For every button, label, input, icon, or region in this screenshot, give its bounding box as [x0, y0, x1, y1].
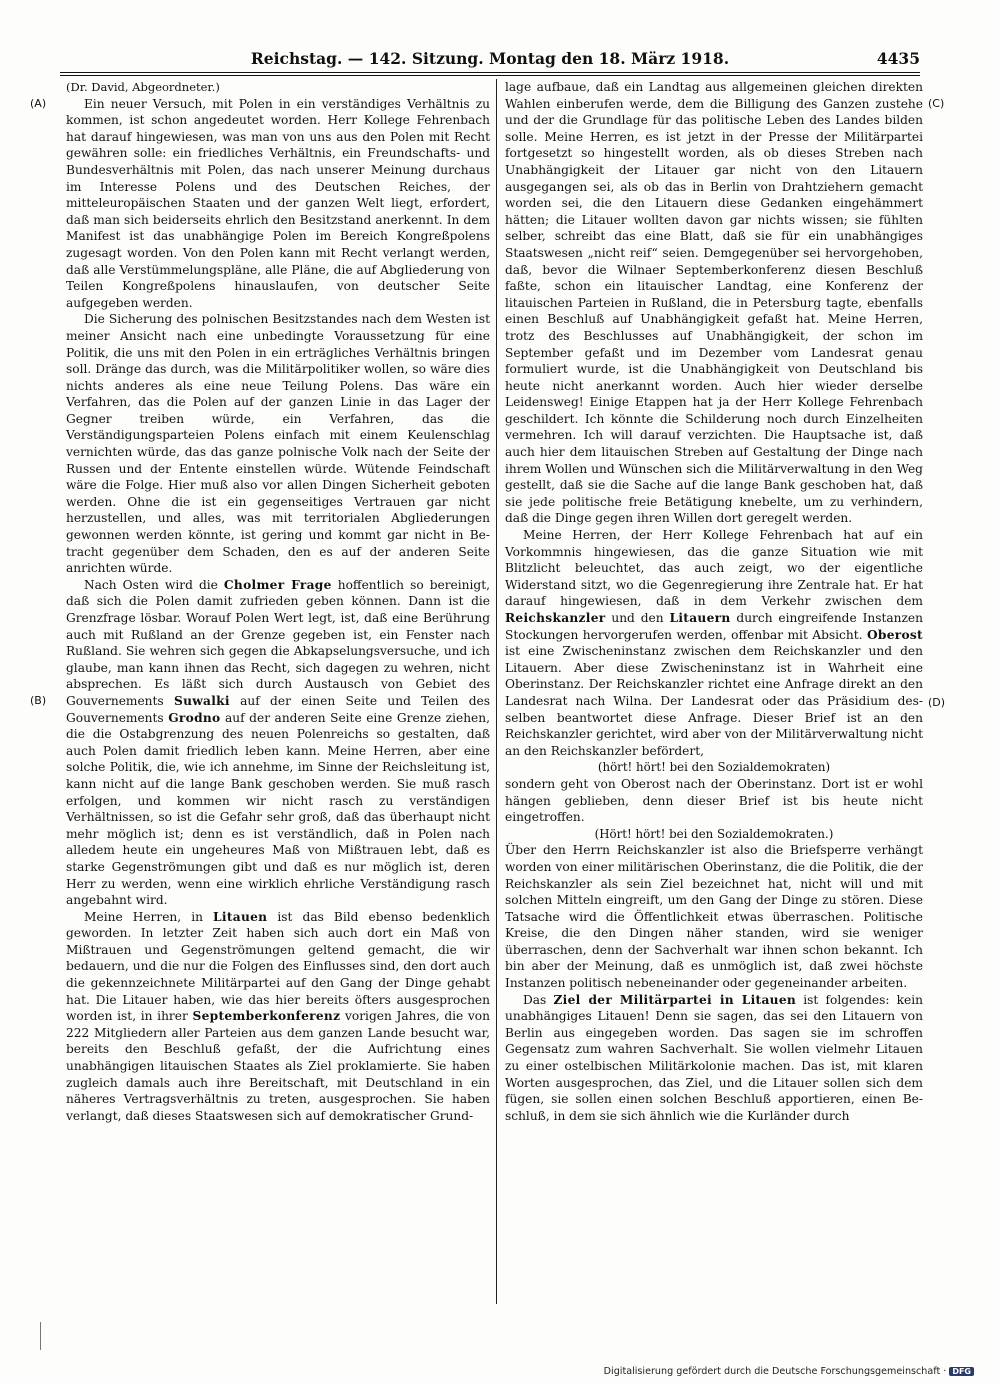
- paragraph: sondern geht von Oberost nach der Oberinstanz. Dort ist er wohl hängen geblieben, denn dieser Brief ist bis heute nicht eingetroffen.: [505, 776, 923, 825]
- text-run: auf der anderen Seite eine Grenze ziehen, die die Ostabgrenzung des neuen Polenreichs so gestalten, daß auch Polen damit friedlich leben kann. Meine Herren, aber eine solche Politik, die, wie ich annehme, im Sinne der Reichsleitung ist, kann nicht auf die lange Bank geschoben werden. Sie muß rasch erfolgen, und kommen wir nicht rasch zu verständigen Verhältnissen, so ist die Gefahr sehr groß, daß das überhaupt nicht mehr möglich ist; denn es ist verständlich, daß in Polen nach alledem heute ein ungeheures Maß von Mißtrauen lebt, daß es starke Gegenströmungen gibt und daß es nur möglich ist, deren Herr zu werden, wenn eine wirklich ehrliche Verständigung rasch angebahnt wird.: [66, 710, 490, 908]
- header-rule-thin: [60, 75, 920, 76]
- emphasis: Ziel der Militärpartei in Litauen: [553, 992, 797, 1007]
- text-run: ist folgendes: kein unabhängiges Litauen! Denn sie sagen, das sei den Litauern von Berlin aus eingegeben worden. Das sagen sie im schroffen Gegensatz zum wahren Sachverhalt. Sie wollen vielmehr Litauen zu einer ostelbischen Militärkolonie machen. Das ist, mit klaren Worten ausgesprochen, das Ziel, und die Litauer sollen sich dem fügen, sie sollen einen solchen Beschluß apportieren, einen Beschluß, in dem sie sich ähnlich wie die Kurländer durch: [505, 992, 923, 1123]
- text-run: ist das Bild ebenso bedenklich geworden. In letzter Zeit haben sich auch dort ein Maß von Mißtrauen und Gegenströmungen geltend gemacht, die wir bedauern, und die nur die Folgen des Einflusses sind, den dort auch die gekennzeichnete Militärpartei auf den Gang der Dinge gehabt hat. Die Litauer haben, wie das hier bereits öfters ausgesprochen worden ist, in ihrer: [66, 909, 490, 1024]
- speaker-label: (Dr. David, Abgeordneter.): [66, 80, 220, 94]
- text-run: Meine Herren, in: [84, 909, 214, 924]
- margin-line: [40, 1322, 41, 1350]
- column-divider: [496, 79, 497, 1304]
- paragraph: [66, 909, 490, 1125]
- text-run: Meine Herren, der Herr Kollege Fehrenbach hat auf ein Vorkommnis hingewiesen, das die ganze Situation wie mit Blitzlicht beleuchtet, das auch zeigt, wo der eigentliche Widerstand sitzt, wo die Gegenregierung ihre Zentrale hat. Er hat darauf hingewiesen, daß in dem Verkehr zwischen dem: [505, 528, 923, 609]
- text-run: ist eine Zwischeninstanz zwischen dem Reichskanzler und den Litauern. Aber diese Zwischeninstanz ist in Wahrheit eine Oberinstanz. Der Reichskanzler richtet eine Anfrage direkt an den Landesrat nach Wilna. Der Landesrat oder das Präsidium desselben beantwortet diese Anfrage. Dieser Brief ist an den Reichskanzler gerichtet, wird aber von der Militärverwaltung nicht an den Reichskanzler befördert,: [505, 644, 923, 758]
- text-run: hoffentlich so bereinigt, daß sich die Polen damit zufrieden geben können. Dann ist die Grenzfrage lösbar. Worauf Polen Wert legt, ist, daß eine Berührung auch mit Rußland an der Grenze gegeben ist, ein Fenster nach Rußland. Sie wehren sich gegen die Abkapselungsversuche, und ich glaube, man kann ihnen das Recht, sich dagegen zu wehren, nicht absprechen. Es läßt sich durch Austausch von Gebiet des Gouvernements: [66, 577, 490, 708]
- paragraph: Ein neuer Versuch, mit Polen in ein verständiges Verhältnis zu kommen, ist schon angedeutet worden. Herr Kollege Fehrenbach hat darauf hingewiesen, was man von uns aus den Polen mit Recht gewähren solle: ein friedliches Verhältnis, ein Freundschafts- und Bundesverhältnis mit Polen, das nach unserer Meinung durchaus im Interesse Polens und des Deutschen Reiches, der mitteleuropäischen Staaten und der ganzen Welt liegt, erfordert, daß man sich beiderseits ehrlich den Besitzstand anerkennt. In dem Manifest ist das unabhängige Polen im Bereich Kongreßpolens zugesagt worden. Von den Polen kann mit Recht verlangt werden, daß alle Verstümmelungspläne, alle Pläne, die auf Abgliederung von Teilen Kongreßpolens hinauslaufen, von deutscher Seite aufgegeben werden.: [66, 96, 490, 310]
- emphasis: Oberost: [866, 627, 923, 642]
- margin-mark-a: (A): [30, 97, 47, 110]
- emphasis: Litauern: [669, 611, 731, 625]
- header-rule: [60, 72, 920, 73]
- text-run: Nach Osten wird die: [84, 577, 224, 592]
- text-run: Das: [523, 992, 554, 1007]
- footer-text: Digitalisierung gefördert durch die Deutsche Forschungsgemeinschaft ·: [603, 1366, 947, 1377]
- emphasis: Litauen: [213, 909, 268, 924]
- emphasis: Grodno: [168, 710, 221, 725]
- interjection: (Hört! hört! bei den Sozialdemokraten.): [594, 826, 834, 841]
- dfg-logo: DFG: [949, 1367, 974, 1376]
- page-number: 4435: [876, 49, 920, 68]
- margin-mark-c: (C): [928, 97, 945, 110]
- paragraph: Die Sicherung des polnischen Besitzstandes nach dem Westen ist meiner Ansicht nach eine unbedingte Voraussetzung für eine Politik, die uns mit den Polen in ein erträgliches Verhältnis bringen soll. Dränge das durch, was die Militärpolitiker wollen, so wäre dies nichts anderes als eine neue Teilung Polens. Das wäre ein Verfahren, das die Polen auf der ganzen Linie in das Lager der Gegner treiben würde, ein Verfahren, das die Verständigungsparteien Polens einfach mit einem Keulenschlag vernichten würde, das das ganze polnische Volk nach der Seite der Russen und der Entente einstellen würde. Wütende Feindschaft wäre die Folge. Hier muß also vor allen Dingen Sicherheit geboten werden. Ohne die ist ein gegenseitiges Vertrauen gar nicht herzustellen, und alles, was mit territorialen Abgliederungen gewonnen werden könnte, ist gering und kommt gar nicht in Betracht gegenüber dem Schaden, den es auf der anderen Seite anrichten würde.: [66, 312, 490, 576]
- footer-credit: [604, 1366, 974, 1377]
- margin-mark-d: (D): [928, 696, 946, 709]
- text-run: durch eingreifende Instanzen Stockungen hervorgerufen werden, offenbar mit Absicht.: [505, 611, 923, 642]
- emphasis: Reichskanzler: [505, 611, 606, 625]
- text-run: und den: [605, 611, 670, 625]
- paragraph: [66, 577, 490, 909]
- emphasis: Suwalki: [173, 693, 230, 708]
- text-run: auf der einen Seite und Teilen des Gouvernements: [66, 693, 490, 725]
- margin-mark-b: (B): [30, 694, 47, 707]
- paragraph: Über den Herrn Reichskanzler ist also die Briefsperre verhängt worden von einer militärischen Oberinstanz, die die Politik, die der Reichskanzler als sein Ziel bezeichnet hat, nicht will und mit solchen Mitteln eingreift, um den Gang der Dinge zu stören. Diese Tatsache wird die Öffentlichkeit etwas überraschen. Politische Kreise, die den Dingen näher standen, wird sie weniger überraschen, denn der Sachverhalt war ihnen schon bekannt. Ich bin aber der Meinung, daß es unmöglich ist, daß zwei höchste Instanzen politisch nebeneinander oder gegeneinander arbeiten.: [505, 843, 923, 991]
- paragraph: lage aufbaue, daß ein Landtag aus allgemeinen gleichen direkten Wahlen einberufen werde, dem die Billigung des Ganzen zustehe und der die Grundlage für das politische Leben des Landes bilden solle. Meine Herren, es ist jetzt in der Presse der Militärpartei fortgesetzt so hingestellt worden, als ob dieses Streben nach Unabhängigkeit der Litauer gar nicht von den Litauern ausgegangen sei, als ob das in Berlin von Drahtziehern gemacht worden sei, die den Litauern diese Gedanken eingehämmert hätten; die Litauer wollten davon gar nichts wissen; sie fühlten selber, schreibt das eine Blatt, daß sie für ein unabhängiges Staatswesen „nicht reif“ seien. Demgegenüber sei hervorgehoben, daß, bevor die Wilnaer Septemberkonferenz diesen Beschluß faßte, schon ein litauischer Landtag, eine Konferenz der litauischen Parteien in Rußland, die in Petersburg tagte, ebenfalls einen Beschluß auf Unabhängigkeit gefaßt hat. Meine Herren, trotz des Beschlusses auf Unabhängigkeit, der schon im September gefaßt und im Dezember vom Landesrat genau formuliert wurde, ist die Unabhängigkeit von Deutschland bis heute nicht anerkannt worden. Auch hier wieder derselbe Leidensweg! Einige Etappen hat ja der Herr Kollege Fehrenbach geschildert. Ich könnte die Schilderung noch durch Einzelheiten vermehren. Ich will darauf verzichten. Die Hauptsache ist, daß auch hier dem litauischen Streben auf Gestaltung der Dinge nach ihrem Wollen und Wünschen sich die Militärverwaltung in den Weg gestellt, daß sie die Sache auf die lange Bank geschoben hat, daß sie jede politische freie Betätigung knebelte, um zu verhindern, daß die Dinge gegen ihren Willen dort geregelt werden.: [505, 80, 923, 526]
- page-header: [60, 46, 920, 72]
- emphasis: Cholmer Frage: [223, 577, 332, 592]
- emphasis: Septemberkonferenz: [192, 1009, 341, 1024]
- right-column: [505, 79, 923, 1124]
- left-column: [66, 79, 490, 1124]
- paragraph: [505, 992, 923, 1125]
- header-title: Reichstag. — 142. Sitzung. Montag den 18. März 1918.: [250, 49, 730, 68]
- text-run: vorigen Jahres, die von 222 Mitgliedern aller Parteien aus dem ganzen Lande besucht war, bereits den Beschluß gefaßt, der die Aufrichtung eines unabhängigen litauischen Staates als Ziel proklamierte. Sie haben zugleich damals auch ihre Bereitschaft, mit Deutschland in ein näheres Vertragsverhältnis zu treten, ausgesprochen. Sie haben verlangt, daß dieses Staatswesen sich auf demokratischer Grund-: [66, 1009, 490, 1123]
- interjection: (hört! hört! bei den Sozialdemokraten): [597, 760, 831, 775]
- paragraph: [505, 527, 923, 759]
